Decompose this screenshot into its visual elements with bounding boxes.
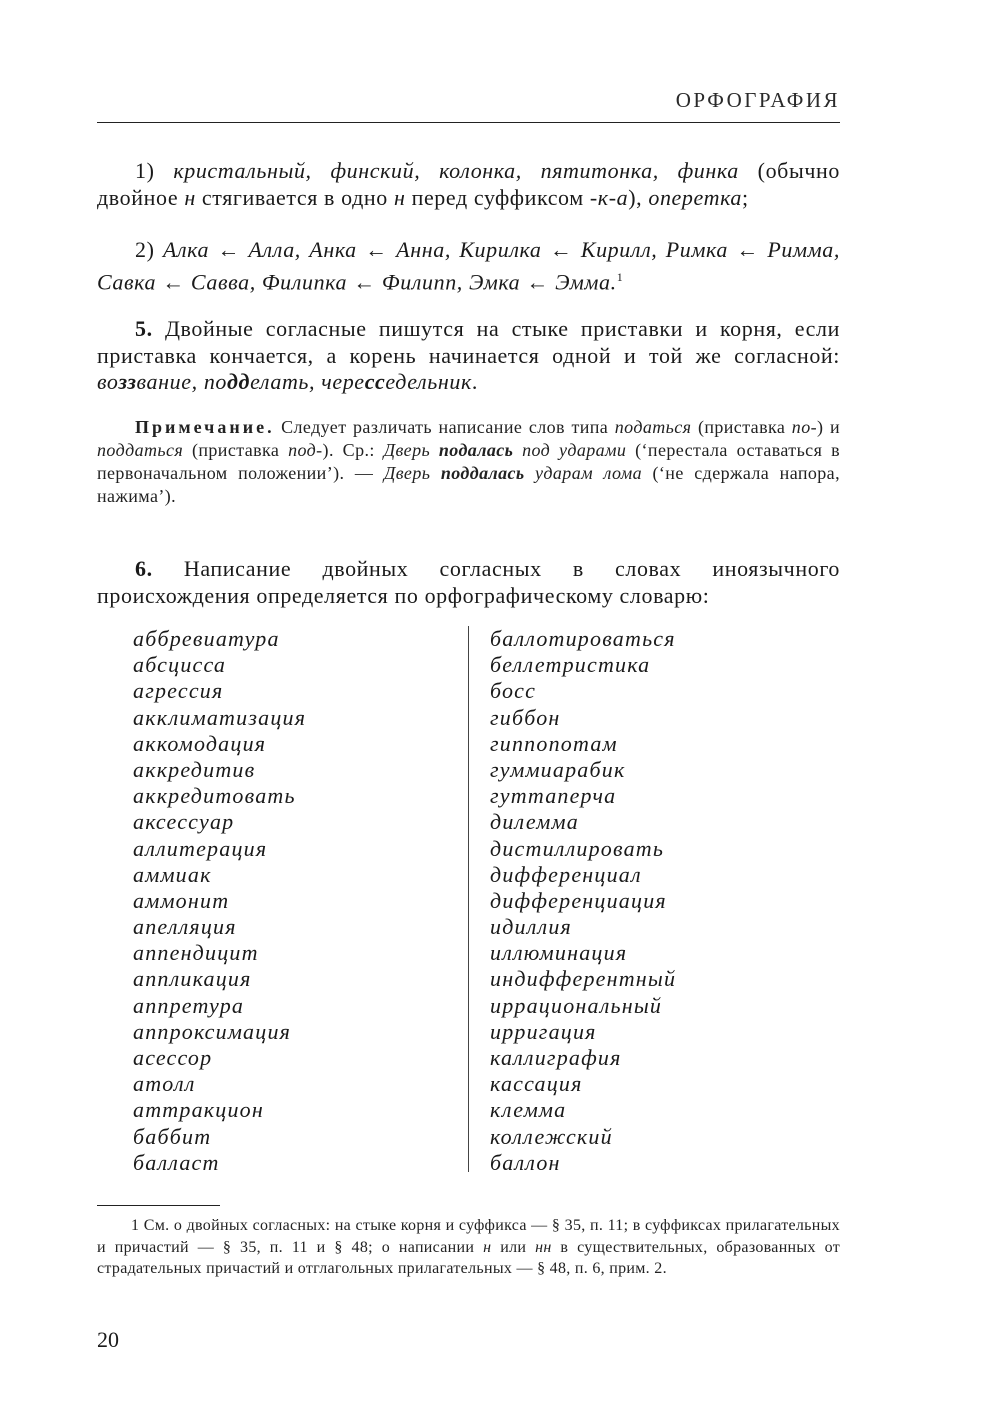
word-list-item: аббревиатура (133, 626, 280, 651)
word-list-item: аттракцион (133, 1097, 264, 1123)
word-list-item: аккредитовать (133, 783, 296, 809)
word-list-item: коллежский (490, 1123, 613, 1149)
word-list-item: дилемма (490, 809, 579, 835)
word-list-item: дифференциал (490, 861, 642, 887)
word-list-item: гуммиарабик (490, 756, 626, 782)
word-list-item: беллетристика (490, 652, 651, 678)
word-list-item: баллотироваться (490, 626, 676, 651)
word-list-item: асессор (133, 1045, 213, 1070)
footnote-number: 1 (131, 1217, 140, 1234)
word-list-item: аксессуар (133, 809, 235, 835)
page-number: 20 (97, 1327, 119, 1352)
word-list-item: аккредитив (133, 756, 256, 782)
word-list-left (133, 626, 463, 1176)
word-list-item: агрессия (133, 678, 224, 704)
rule-item-1: 1) кристальный, финский, колонка, пятитонка, финка (обычно двойное н стягивается в одно н перед суффиксом -к-а), оперетка; (97, 158, 840, 210)
word-list-item: идиллия (490, 914, 572, 940)
word-list-item: аппретура (133, 992, 245, 1018)
footnote-ref[interactable]: 1 (616, 269, 624, 284)
word-list-item: босс (490, 678, 537, 704)
rule-number: 6. (135, 556, 153, 581)
word-list-item: атолл (133, 1071, 196, 1097)
word-list-item: гиппопотам (490, 730, 618, 756)
word-list-item: аппликация (133, 966, 252, 992)
examples-2: Алка ← Алла, Анка ← Анна, Кирилка ← Кирилл, Римка ← Римма, Савка ← Савва, Филипка ← Филипп, Эмка ← Эмма. (97, 237, 840, 294)
header-title: ОРФОГРАФИЯ (675, 88, 840, 112)
word-list-item: дистиллировать (490, 835, 665, 861)
word-list-item: кассация (490, 1071, 583, 1097)
footnote: 1 См. о двойных согласных: на стыке корня и суффикса — § 35, п. 11; в суффиксах прилагательных и причастий — § 35, п. 11 и § 48; о написании н или нн в существительных, образованных от страдательных причастий и отглагольных прилагательных — § 48, п. 6, прим. 2. (97, 1217, 841, 1277)
word-list-item: баллон (490, 1149, 561, 1175)
word-list-item: аммиак (133, 861, 212, 887)
word-list-item: абсцисса (133, 652, 227, 678)
word-list-item: апелляция (133, 914, 237, 940)
word-list-item: ирригация (490, 1018, 597, 1044)
word-list-item: аппроксимация (133, 1018, 292, 1044)
word-list-item: баббит (133, 1123, 212, 1149)
word-list-item: аллитерация (133, 835, 268, 861)
word-list-item: индифферентный (490, 966, 677, 992)
rule-number: 5. (135, 316, 153, 341)
word-list-item: иррациональный (490, 992, 663, 1018)
word-list-item: аммонит (133, 887, 230, 913)
running-header (97, 84, 840, 123)
rule-6: 6. Написание двойных согласных в словах иноязычного происхождения определяется по орфографическому словарю: (97, 556, 840, 608)
word-list-item: аппендицит (133, 940, 259, 966)
word-list-item: акклиматизация (133, 704, 307, 730)
word-list-item: аккомодация (133, 730, 267, 756)
word-list-item: балласт (133, 1149, 220, 1175)
word-list-item: гуттаперча (490, 783, 617, 809)
word-list-item: иллюминация (490, 940, 628, 966)
rule-item-2: 2) Алка ← Алла, Анка ← Анна, Кирилка ← Кирилл, Римка ← Римма, Савка ← Савва, Филипка ← Филипп, Эмка ← Эмма.$^1$ (97, 237, 840, 294)
word-list-item: клемма (490, 1097, 567, 1123)
note-label: Примечание. (135, 417, 275, 437)
word-list-item: гиббон (490, 704, 561, 730)
examples-1: кристальный, финский, колонка, пятитонка, финка (173, 158, 739, 183)
footnote-rule (97, 1205, 220, 1206)
word-list-item: дифференциация (490, 887, 667, 913)
rule-5: 5. Двойные согласные пишутся на стыке приставки и корня, если приставка кончается, а корень начинается одной и той же согласной: воззвание, подделать, чересседельник. (97, 316, 840, 394)
column-divider (468, 626, 469, 1172)
word-list-item: каллиграфия (490, 1045, 622, 1070)
note-block: Примечание. Следует различать написание слов типа податься (приставка по-) и поддаться (приставка под-). Ср.: Дверь подалась под ударами (‘перестала оставаться в первоначальном положении’). — Дверь поддалась ударам лома (‘не сдержала напора, нажима’). (97, 417, 840, 506)
word-list-right (490, 626, 840, 1176)
